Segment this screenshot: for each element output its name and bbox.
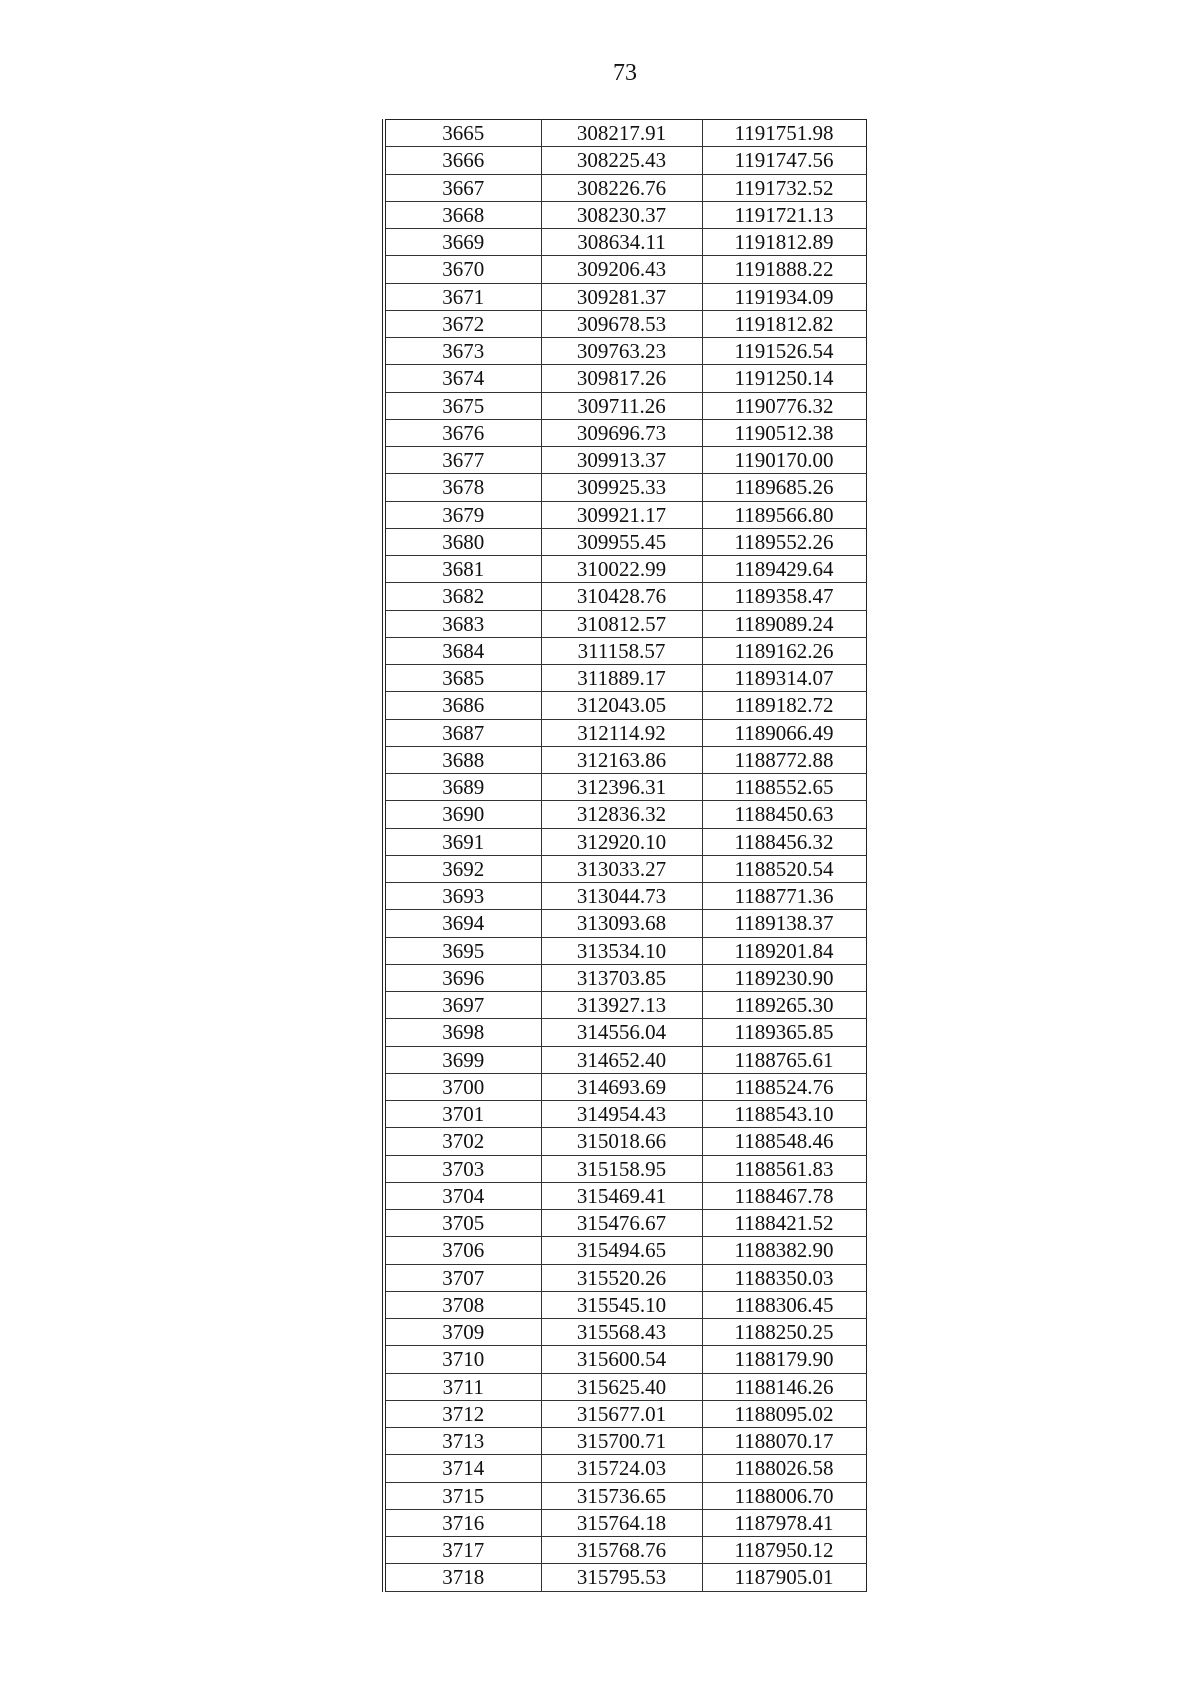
y-coordinate-cell: 1189365.85 bbox=[702, 1019, 866, 1046]
table-row bbox=[384, 937, 866, 964]
table-row bbox=[384, 1291, 866, 1318]
x-coordinate-cell: 309206.43 bbox=[541, 256, 702, 283]
x-coordinate-cell: 312114.92 bbox=[541, 719, 702, 746]
x-coordinate-cell: 309281.37 bbox=[541, 283, 702, 310]
table-row bbox=[384, 338, 866, 365]
point-number-cell: 3682 bbox=[384, 583, 541, 610]
x-coordinate-cell: 315545.10 bbox=[541, 1291, 702, 1318]
point-number-cell: 3688 bbox=[384, 746, 541, 773]
x-coordinate-cell: 308634.11 bbox=[541, 229, 702, 256]
point-number-cell: 3693 bbox=[384, 883, 541, 910]
x-coordinate-cell: 315476.67 bbox=[541, 1210, 702, 1237]
point-number-cell: 3699 bbox=[384, 1046, 541, 1073]
point-number-cell: 3676 bbox=[384, 419, 541, 446]
x-coordinate-cell: 309817.26 bbox=[541, 365, 702, 392]
y-coordinate-cell: 1189314.07 bbox=[702, 665, 866, 692]
table-row bbox=[384, 1182, 866, 1209]
point-number-cell: 3668 bbox=[384, 201, 541, 228]
point-number-cell: 3707 bbox=[384, 1264, 541, 1291]
point-number-cell: 3695 bbox=[384, 937, 541, 964]
y-coordinate-cell: 1188450.63 bbox=[702, 801, 866, 828]
table-row bbox=[384, 474, 866, 501]
table-row bbox=[384, 583, 866, 610]
y-coordinate-cell: 1188771.36 bbox=[702, 883, 866, 910]
point-number-cell: 3665 bbox=[384, 120, 541, 147]
x-coordinate-cell: 315677.01 bbox=[541, 1400, 702, 1427]
point-number-cell: 3672 bbox=[384, 310, 541, 337]
table-row bbox=[384, 174, 866, 201]
table-row bbox=[384, 1455, 866, 1482]
table-row bbox=[384, 828, 866, 855]
x-coordinate-cell: 308225.43 bbox=[541, 147, 702, 174]
x-coordinate-cell: 315494.65 bbox=[541, 1237, 702, 1264]
point-number-cell: 3671 bbox=[384, 283, 541, 310]
y-coordinate-cell: 1191721.13 bbox=[702, 201, 866, 228]
table-row bbox=[384, 964, 866, 991]
y-coordinate-cell: 1189138.37 bbox=[702, 910, 866, 937]
y-coordinate-cell: 1189685.26 bbox=[702, 474, 866, 501]
x-coordinate-cell: 310428.76 bbox=[541, 583, 702, 610]
table-row bbox=[384, 1073, 866, 1100]
point-number-cell: 3710 bbox=[384, 1346, 541, 1373]
y-coordinate-cell: 1189552.26 bbox=[702, 528, 866, 555]
x-coordinate-cell: 313927.13 bbox=[541, 992, 702, 1019]
table-row bbox=[384, 1210, 866, 1237]
x-coordinate-cell: 312043.05 bbox=[541, 692, 702, 719]
y-coordinate-cell: 1188456.32 bbox=[702, 828, 866, 855]
point-number-cell: 3666 bbox=[384, 147, 541, 174]
y-coordinate-cell: 1191747.56 bbox=[702, 147, 866, 174]
point-number-cell: 3716 bbox=[384, 1509, 541, 1536]
point-number-cell: 3711 bbox=[384, 1373, 541, 1400]
y-coordinate-cell: 1188467.78 bbox=[702, 1182, 866, 1209]
y-coordinate-cell: 1187950.12 bbox=[702, 1537, 866, 1564]
coordinates-table-body bbox=[384, 120, 866, 1592]
x-coordinate-cell: 312163.86 bbox=[541, 746, 702, 773]
y-coordinate-cell: 1188070.17 bbox=[702, 1428, 866, 1455]
point-number-cell: 3700 bbox=[384, 1073, 541, 1100]
table-row bbox=[384, 1101, 866, 1128]
table-row bbox=[384, 201, 866, 228]
table-row bbox=[384, 992, 866, 1019]
point-number-cell: 3712 bbox=[384, 1400, 541, 1427]
x-coordinate-cell: 315600.54 bbox=[541, 1346, 702, 1373]
table-row bbox=[384, 1128, 866, 1155]
x-coordinate-cell: 315625.40 bbox=[541, 1373, 702, 1400]
table-row bbox=[384, 365, 866, 392]
table-row bbox=[384, 310, 866, 337]
x-coordinate-cell: 315768.76 bbox=[541, 1537, 702, 1564]
y-coordinate-cell: 1188146.26 bbox=[702, 1373, 866, 1400]
table-row bbox=[384, 665, 866, 692]
point-number-cell: 3704 bbox=[384, 1182, 541, 1209]
point-number-cell: 3667 bbox=[384, 174, 541, 201]
x-coordinate-cell: 315158.95 bbox=[541, 1155, 702, 1182]
point-number-cell: 3679 bbox=[384, 501, 541, 528]
y-coordinate-cell: 1188421.52 bbox=[702, 1210, 866, 1237]
x-coordinate-cell: 308230.37 bbox=[541, 201, 702, 228]
y-coordinate-cell: 1190512.38 bbox=[702, 419, 866, 446]
table-row bbox=[384, 120, 866, 147]
table-row bbox=[384, 746, 866, 773]
coordinates-table bbox=[382, 119, 867, 1592]
y-coordinate-cell: 1189201.84 bbox=[702, 937, 866, 964]
y-coordinate-cell: 1188520.54 bbox=[702, 855, 866, 882]
point-number-cell: 3675 bbox=[384, 392, 541, 419]
point-number-cell: 3681 bbox=[384, 556, 541, 583]
table-row bbox=[384, 1155, 866, 1182]
x-coordinate-cell: 308217.91 bbox=[541, 120, 702, 147]
y-coordinate-cell: 1188250.25 bbox=[702, 1319, 866, 1346]
point-number-cell: 3715 bbox=[384, 1482, 541, 1509]
x-coordinate-cell: 309921.17 bbox=[541, 501, 702, 528]
y-coordinate-cell: 1188350.03 bbox=[702, 1264, 866, 1291]
point-number-cell: 3692 bbox=[384, 855, 541, 882]
point-number-cell: 3718 bbox=[384, 1564, 541, 1591]
y-coordinate-cell: 1189265.30 bbox=[702, 992, 866, 1019]
table-row bbox=[384, 1237, 866, 1264]
point-number-cell: 3691 bbox=[384, 828, 541, 855]
point-number-cell: 3674 bbox=[384, 365, 541, 392]
y-coordinate-cell: 1191812.89 bbox=[702, 229, 866, 256]
y-coordinate-cell: 1191732.52 bbox=[702, 174, 866, 201]
y-coordinate-cell: 1189358.47 bbox=[702, 583, 866, 610]
point-number-cell: 3683 bbox=[384, 610, 541, 637]
table-row bbox=[384, 419, 866, 446]
table-row bbox=[384, 1564, 866, 1591]
y-coordinate-cell: 1188306.45 bbox=[702, 1291, 866, 1318]
y-coordinate-cell: 1191526.54 bbox=[702, 338, 866, 365]
table-row bbox=[384, 1428, 866, 1455]
table-row bbox=[384, 392, 866, 419]
point-number-cell: 3698 bbox=[384, 1019, 541, 1046]
x-coordinate-cell: 315568.43 bbox=[541, 1319, 702, 1346]
y-coordinate-cell: 1188548.46 bbox=[702, 1128, 866, 1155]
table-row bbox=[384, 883, 866, 910]
x-coordinate-cell: 315795.53 bbox=[541, 1564, 702, 1591]
table-row bbox=[384, 910, 866, 937]
x-coordinate-cell: 313703.85 bbox=[541, 964, 702, 991]
table-row bbox=[384, 719, 866, 746]
table-row bbox=[384, 528, 866, 555]
x-coordinate-cell: 309763.23 bbox=[541, 338, 702, 365]
y-coordinate-cell: 1187905.01 bbox=[702, 1564, 866, 1591]
y-coordinate-cell: 1189230.90 bbox=[702, 964, 866, 991]
x-coordinate-cell: 314693.69 bbox=[541, 1073, 702, 1100]
y-coordinate-cell: 1188026.58 bbox=[702, 1455, 866, 1482]
table-row bbox=[384, 1400, 866, 1427]
point-number-cell: 3705 bbox=[384, 1210, 541, 1237]
point-number-cell: 3714 bbox=[384, 1455, 541, 1482]
y-coordinate-cell: 1188561.83 bbox=[702, 1155, 866, 1182]
x-coordinate-cell: 314954.43 bbox=[541, 1101, 702, 1128]
x-coordinate-cell: 309955.45 bbox=[541, 528, 702, 555]
x-coordinate-cell: 311158.57 bbox=[541, 637, 702, 664]
point-number-cell: 3696 bbox=[384, 964, 541, 991]
y-coordinate-cell: 1191250.14 bbox=[702, 365, 866, 392]
y-coordinate-cell: 1188543.10 bbox=[702, 1101, 866, 1128]
table-row bbox=[384, 283, 866, 310]
page-number: 73 bbox=[613, 60, 637, 86]
y-coordinate-cell: 1187978.41 bbox=[702, 1509, 866, 1536]
y-coordinate-cell: 1188006.70 bbox=[702, 1482, 866, 1509]
table-row bbox=[384, 1373, 866, 1400]
point-number-cell: 3687 bbox=[384, 719, 541, 746]
point-number-cell: 3703 bbox=[384, 1155, 541, 1182]
point-number-cell: 3694 bbox=[384, 910, 541, 937]
x-coordinate-cell: 309913.37 bbox=[541, 447, 702, 474]
x-coordinate-cell: 314652.40 bbox=[541, 1046, 702, 1073]
x-coordinate-cell: 315700.71 bbox=[541, 1428, 702, 1455]
x-coordinate-cell: 309696.73 bbox=[541, 419, 702, 446]
table-row bbox=[384, 801, 866, 828]
y-coordinate-cell: 1189566.80 bbox=[702, 501, 866, 528]
point-number-cell: 3684 bbox=[384, 637, 541, 664]
table-row bbox=[384, 692, 866, 719]
y-coordinate-cell: 1189182.72 bbox=[702, 692, 866, 719]
table-row bbox=[384, 229, 866, 256]
y-coordinate-cell: 1188772.88 bbox=[702, 746, 866, 773]
x-coordinate-cell: 308226.76 bbox=[541, 174, 702, 201]
point-number-cell: 3697 bbox=[384, 992, 541, 1019]
y-coordinate-cell: 1191812.82 bbox=[702, 310, 866, 337]
point-number-cell: 3669 bbox=[384, 229, 541, 256]
x-coordinate-cell: 315736.65 bbox=[541, 1482, 702, 1509]
x-coordinate-cell: 315469.41 bbox=[541, 1182, 702, 1209]
y-coordinate-cell: 1189429.64 bbox=[702, 556, 866, 583]
y-coordinate-cell: 1188382.90 bbox=[702, 1237, 866, 1264]
y-coordinate-cell: 1188524.76 bbox=[702, 1073, 866, 1100]
y-coordinate-cell: 1188765.61 bbox=[702, 1046, 866, 1073]
x-coordinate-cell: 315724.03 bbox=[541, 1455, 702, 1482]
x-coordinate-cell: 315764.18 bbox=[541, 1509, 702, 1536]
point-number-cell: 3689 bbox=[384, 774, 541, 801]
table-row bbox=[384, 774, 866, 801]
x-coordinate-cell: 313044.73 bbox=[541, 883, 702, 910]
point-number-cell: 3680 bbox=[384, 528, 541, 555]
x-coordinate-cell: 315018.66 bbox=[541, 1128, 702, 1155]
x-coordinate-cell: 309711.26 bbox=[541, 392, 702, 419]
table-row bbox=[384, 256, 866, 283]
y-coordinate-cell: 1188552.65 bbox=[702, 774, 866, 801]
point-number-cell: 3717 bbox=[384, 1537, 541, 1564]
x-coordinate-cell: 312836.32 bbox=[541, 801, 702, 828]
x-coordinate-cell: 313093.68 bbox=[541, 910, 702, 937]
point-number-cell: 3706 bbox=[384, 1237, 541, 1264]
x-coordinate-cell: 311889.17 bbox=[541, 665, 702, 692]
table-row bbox=[384, 610, 866, 637]
y-coordinate-cell: 1190170.00 bbox=[702, 447, 866, 474]
x-coordinate-cell: 312396.31 bbox=[541, 774, 702, 801]
table-row bbox=[384, 147, 866, 174]
point-number-cell: 3670 bbox=[384, 256, 541, 283]
x-coordinate-cell: 313534.10 bbox=[541, 937, 702, 964]
point-number-cell: 3678 bbox=[384, 474, 541, 501]
y-coordinate-cell: 1188095.02 bbox=[702, 1400, 866, 1427]
point-number-cell: 3713 bbox=[384, 1428, 541, 1455]
x-coordinate-cell: 312920.10 bbox=[541, 828, 702, 855]
table-row bbox=[384, 1264, 866, 1291]
table-row bbox=[384, 1046, 866, 1073]
point-number-cell: 3690 bbox=[384, 801, 541, 828]
x-coordinate-cell: 313033.27 bbox=[541, 855, 702, 882]
x-coordinate-cell: 314556.04 bbox=[541, 1019, 702, 1046]
y-coordinate-cell: 1191934.09 bbox=[702, 283, 866, 310]
y-coordinate-cell: 1188179.90 bbox=[702, 1346, 866, 1373]
x-coordinate-cell: 309925.33 bbox=[541, 474, 702, 501]
y-coordinate-cell: 1189066.49 bbox=[702, 719, 866, 746]
table-row bbox=[384, 556, 866, 583]
table-row bbox=[384, 501, 866, 528]
table-row bbox=[384, 1509, 866, 1536]
y-coordinate-cell: 1189162.26 bbox=[702, 637, 866, 664]
point-number-cell: 3673 bbox=[384, 338, 541, 365]
point-number-cell: 3709 bbox=[384, 1319, 541, 1346]
point-number-cell: 3701 bbox=[384, 1101, 541, 1128]
table-row bbox=[384, 1482, 866, 1509]
y-coordinate-cell: 1190776.32 bbox=[702, 392, 866, 419]
x-coordinate-cell: 315520.26 bbox=[541, 1264, 702, 1291]
table-row bbox=[384, 1019, 866, 1046]
point-number-cell: 3702 bbox=[384, 1128, 541, 1155]
x-coordinate-cell: 310812.57 bbox=[541, 610, 702, 637]
point-number-cell: 3686 bbox=[384, 692, 541, 719]
table-row bbox=[384, 855, 866, 882]
x-coordinate-cell: 310022.99 bbox=[541, 556, 702, 583]
table-row bbox=[384, 1319, 866, 1346]
table-row bbox=[384, 637, 866, 664]
point-number-cell: 3685 bbox=[384, 665, 541, 692]
table-row bbox=[384, 1346, 866, 1373]
y-coordinate-cell: 1189089.24 bbox=[702, 610, 866, 637]
table-row bbox=[384, 1537, 866, 1564]
table-row bbox=[384, 447, 866, 474]
point-number-cell: 3708 bbox=[384, 1291, 541, 1318]
point-number-cell: 3677 bbox=[384, 447, 541, 474]
y-coordinate-cell: 1191888.22 bbox=[702, 256, 866, 283]
y-coordinate-cell: 1191751.98 bbox=[702, 120, 866, 147]
x-coordinate-cell: 309678.53 bbox=[541, 310, 702, 337]
